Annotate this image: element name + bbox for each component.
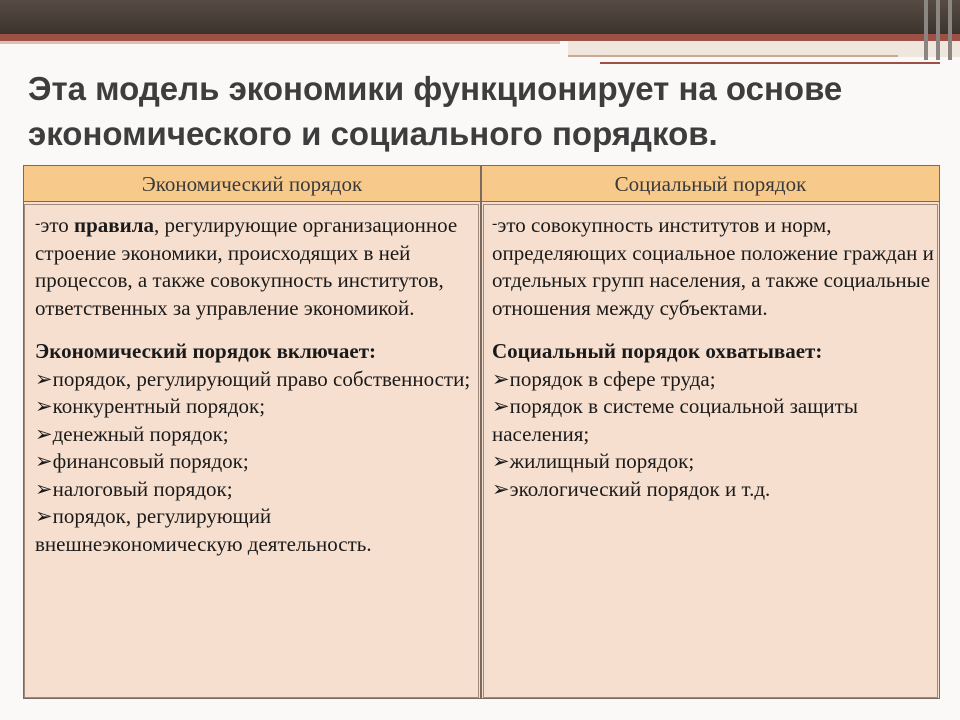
comparison-table	[23, 165, 940, 699]
cell-economic-order	[24, 204, 479, 698]
cell-social-order	[483, 204, 938, 698]
decor-stripe	[936, 0, 940, 60]
top-decor-bar	[0, 0, 960, 34]
decor-strip	[0, 41, 560, 44]
decor-line	[600, 62, 940, 64]
economic-includes-title: Экономический порядок включает:	[35, 339, 377, 363]
top-accent-line	[0, 34, 960, 41]
social-includes-title: Социальный порядок охватывает:	[492, 339, 823, 363]
list-item: ➢налоговый порядок;	[35, 476, 233, 501]
list-item: ➢жилищный порядок;	[492, 449, 695, 473]
economic-order-content	[35, 210, 475, 558]
decor-stripe	[924, 0, 928, 60]
column-divider	[480, 166, 482, 698]
list-item: ➢порядок, регулирующий внешнеэкономическую деятельность.	[35, 504, 372, 556]
list-item: ➢порядок, регулирующий право собственности;	[35, 366, 471, 391]
definition-keyword: правила	[74, 213, 155, 237]
decor-line	[568, 55, 898, 57]
header-social-order: Социальный порядок	[482, 166, 939, 202]
header-economic-order: Экономический порядок	[24, 166, 480, 202]
list-item: ➢экологический порядок и т.д.	[492, 476, 771, 501]
social-definition: -это совокупность институтов и норм, определяющих социальное положение граждан и отдельных групп населения, а также социальные отношения между субъектами.	[492, 213, 934, 320]
slide-title: Эта модель экономики функционирует на основе экономического и социального порядков.	[28, 70, 843, 152]
social-order-content	[492, 210, 937, 503]
list-item: ➢финансовый порядок;	[35, 449, 249, 473]
list-item: ➢порядок в сфере труда;	[492, 366, 716, 391]
economic-definition: -это правила, регулирующие организационное строение экономики, происходящих в ней процессов, а также совокупность институтов, ответственных за управление экономикой.	[35, 213, 458, 320]
list-item: ➢порядок в системе социальной защиты населения;	[492, 394, 858, 446]
decor-stripe	[948, 0, 952, 60]
list-item: ➢конкурентный порядок;	[35, 394, 266, 418]
list-item: ➢денежный порядок;	[35, 421, 229, 446]
